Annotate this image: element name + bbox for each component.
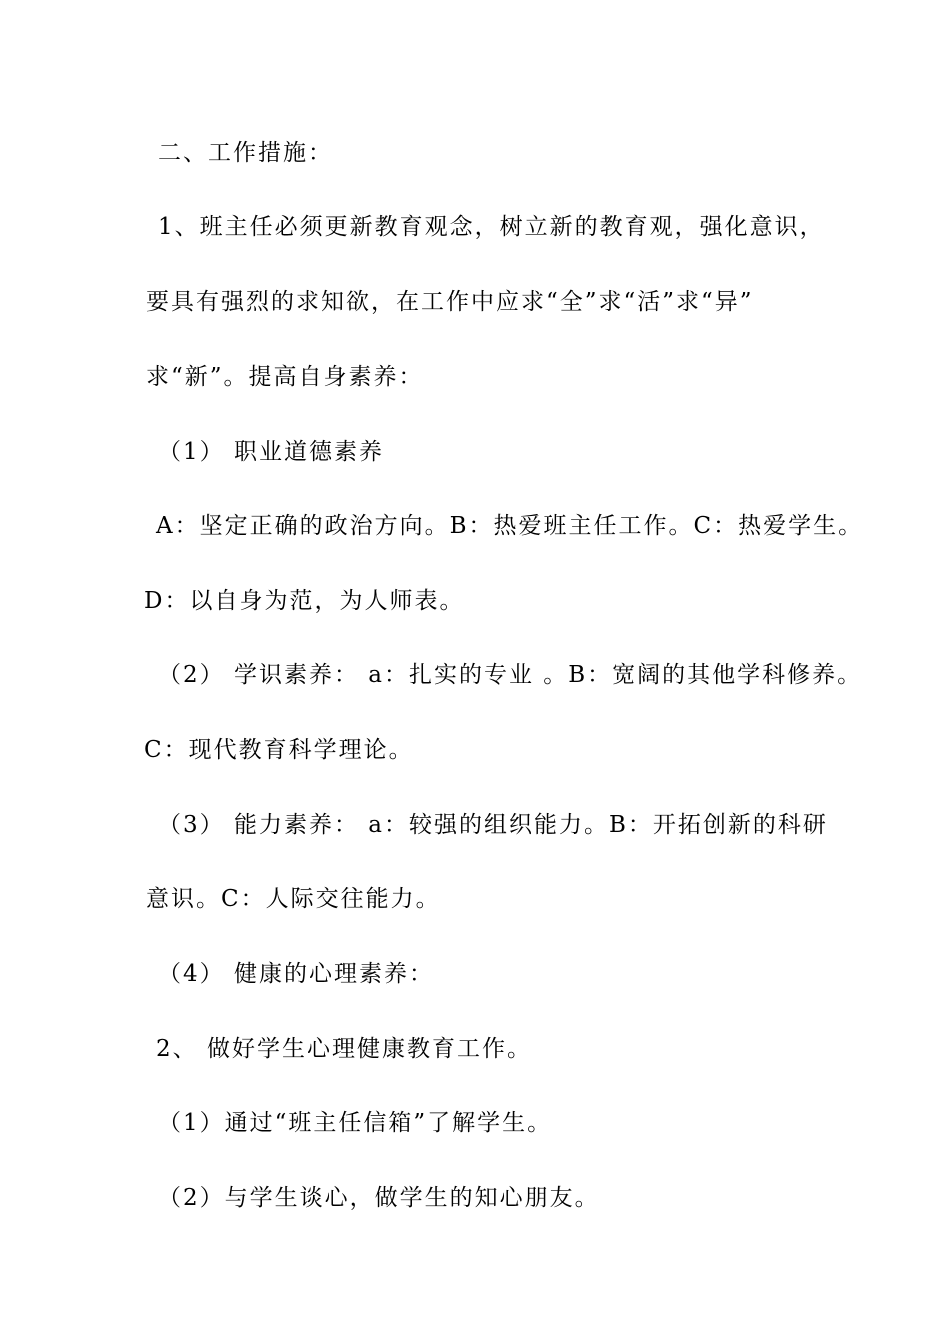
paragraph-line: A：坚定正确的政治方向。B：热爱班主任工作。C：热爱学生。 bbox=[156, 513, 864, 539]
paragraph-line: 意识。C：人际交往能力。 bbox=[146, 886, 441, 912]
paragraph-line: （2）与学生谈心，做学生的知心朋友。 bbox=[158, 1185, 600, 1211]
sub-item-heading: （3） 能力素养： a：较强的组织能力。B：开拓创新的科研 bbox=[158, 812, 828, 838]
sub-item-heading: （1） 职业道德素养 bbox=[158, 439, 384, 465]
section-heading: 二、工作措施： bbox=[158, 140, 333, 166]
paragraph-line: 1、班主任必须更新教育观念，树立新的教育观，强化意识， bbox=[158, 214, 825, 240]
sub-item-heading: （4） 健康的心理素养： bbox=[158, 961, 434, 987]
section-item-heading: 2、 做好学生心理健康教育工作。 bbox=[156, 1036, 532, 1062]
sub-item-heading: （2） 学识素养： a：扎实的专业 。B：宽阔的其他学科修养。 bbox=[158, 662, 863, 688]
paragraph-line: 要具有强烈的求知欲，在工作中应求“全”求“活”求“异” bbox=[146, 289, 754, 315]
paragraph-line: （1）通过“班主任信箱”了解学生。 bbox=[158, 1110, 553, 1136]
paragraph-line: 求“新”。提高自身素养： bbox=[146, 364, 424, 390]
paragraph-line: C：现代教育科学理论。 bbox=[144, 737, 414, 763]
paragraph-line: D：以自身为范，为人师表。 bbox=[144, 588, 465, 614]
